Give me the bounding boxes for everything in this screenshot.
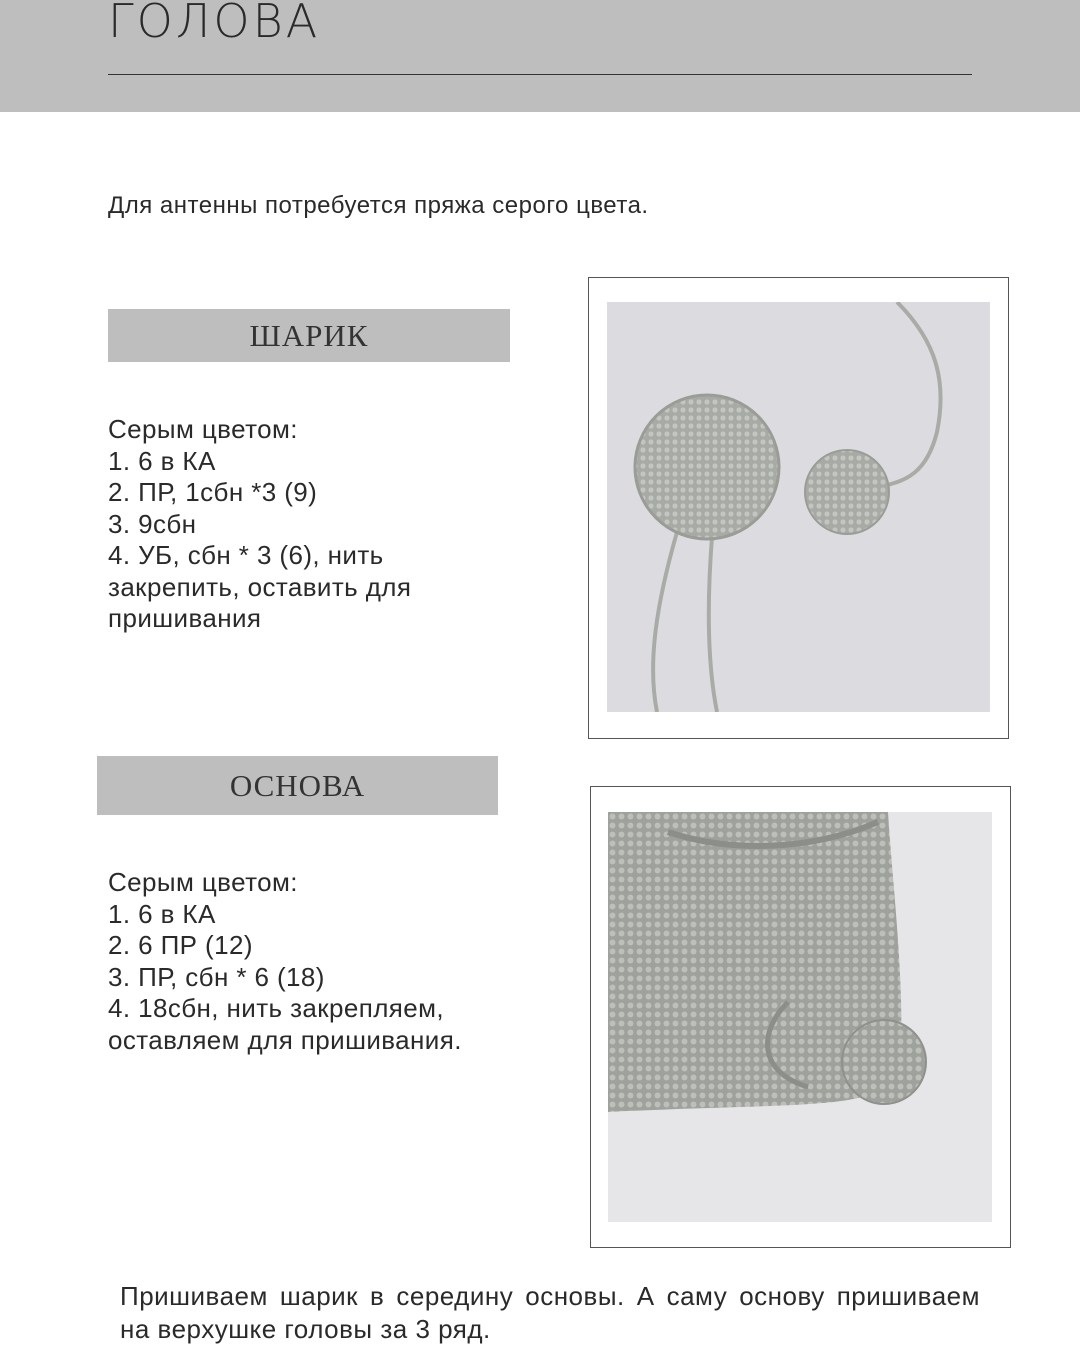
crochet-base-image <box>608 812 992 1222</box>
footer-instructions: Пришиваем шарик в середину основы. А саму основу пришиваем на верхушке головы за 3 ряд. <box>120 1281 980 1344</box>
crochet-pieces-image <box>607 302 990 712</box>
photo-sharik <box>607 302 990 712</box>
step-line: 1. 6 в КА <box>108 898 216 929</box>
step-line: 2. 6 ПР (12) <box>108 930 253 960</box>
step-line: оставляем для пришивания. <box>108 1024 462 1055</box>
step-line: Серым цветом: <box>108 414 298 444</box>
step-line: 3. 9сбн <box>108 508 197 539</box>
intro-text: Для антенны потребуется пряжа серого цвета. <box>108 192 649 219</box>
sharik-steps <box>108 414 411 635</box>
header-band <box>0 0 1080 112</box>
step-line: закрепить, оставить для <box>108 571 412 602</box>
page-title: ГОЛОВА <box>108 0 321 48</box>
title-divider <box>108 74 972 75</box>
step-line: 2. ПР, 1сбн *3 (9) <box>108 477 318 507</box>
section-label-sharik: ШАРИК <box>108 309 510 362</box>
step-line: Серым цветом: <box>108 867 298 897</box>
photo-osnova <box>608 812 992 1222</box>
step-line: 1. 6 в КА <box>108 445 216 476</box>
osnova-steps <box>108 867 462 1056</box>
step-line: 4. УБ, сбн * 3 (6), нить <box>108 540 384 570</box>
step-line: 3. ПР, сбн * 6 (18) <box>108 961 325 992</box>
step-line: пришивания <box>108 603 262 633</box>
step-line: 4. 18сбн, нить закрепляем, <box>108 993 445 1023</box>
section-label-osnova: ОСНОВА <box>97 756 498 815</box>
